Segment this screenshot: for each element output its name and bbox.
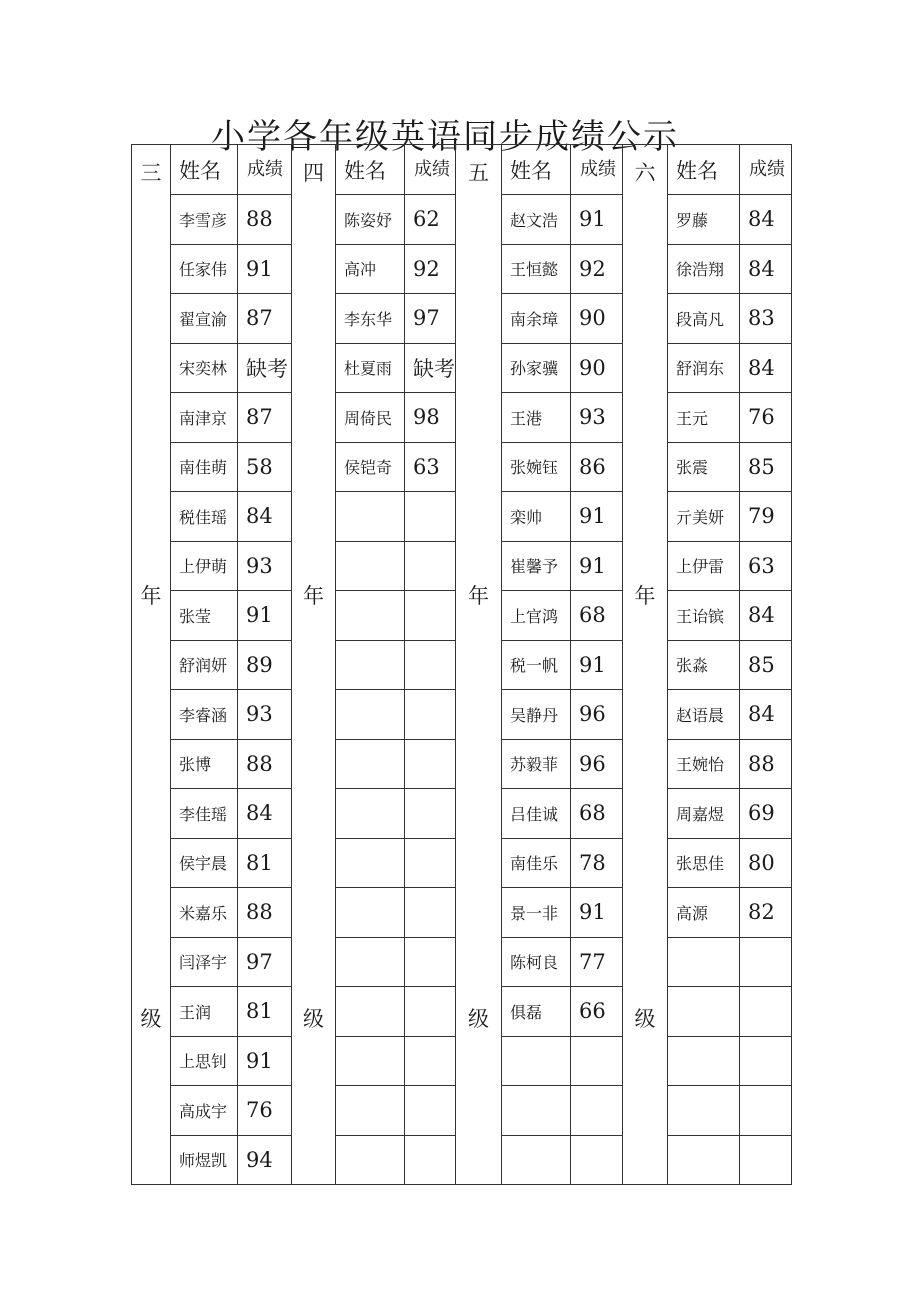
student-score xyxy=(571,1135,623,1185)
student-name: 张婉钰 xyxy=(502,442,571,492)
student-name: 杜夏雨 xyxy=(336,343,405,393)
header-name: 姓名 xyxy=(502,145,571,195)
student-name: 侯宇晨 xyxy=(171,838,238,888)
student-name: 赵文浩 xyxy=(502,195,571,245)
student-name: 陈姿妤 xyxy=(336,195,405,245)
student-name: 李雪彦 xyxy=(171,195,238,245)
student-score: 84 xyxy=(238,789,292,839)
student-score: 84 xyxy=(238,492,292,542)
grade-label-char: 三 xyxy=(140,161,162,185)
student-score: 93 xyxy=(238,690,292,740)
student-score xyxy=(405,541,456,591)
student-name: 上思钊 xyxy=(171,1036,238,1086)
student-score: 63 xyxy=(740,541,792,591)
student-name: 王润 xyxy=(171,987,238,1037)
student-score: 62 xyxy=(405,195,456,245)
student-score: 91 xyxy=(238,591,292,641)
student-score xyxy=(405,640,456,690)
student-name: 南佳萌 xyxy=(171,442,238,492)
student-name: 高冲 xyxy=(336,244,405,294)
student-score: 85 xyxy=(740,442,792,492)
grade-label-char: 年 xyxy=(303,584,324,608)
student-score xyxy=(405,789,456,839)
student-score: 88 xyxy=(238,739,292,789)
student-name xyxy=(668,987,740,1037)
grade-label-char: 五 xyxy=(468,161,489,185)
student-name: 俱磊 xyxy=(502,987,571,1037)
student-score: 80 xyxy=(740,838,792,888)
grade-label-chars xyxy=(292,145,335,1163)
student-score: 91 xyxy=(238,1036,292,1086)
header-score: 成绩 xyxy=(571,145,623,195)
student-score: 79 xyxy=(740,492,792,542)
student-name xyxy=(336,1086,405,1136)
student-score: 88 xyxy=(740,739,792,789)
student-score xyxy=(405,739,456,789)
student-score xyxy=(405,888,456,938)
student-name: 段高凡 xyxy=(668,294,740,344)
student-name: 舒润东 xyxy=(668,343,740,393)
student-score: 87 xyxy=(238,393,292,443)
grade-label-char: 年 xyxy=(468,584,489,608)
student-score: 76 xyxy=(740,393,792,443)
student-score xyxy=(405,591,456,641)
student-score: 98 xyxy=(405,393,456,443)
student-name: 翟宣渝 xyxy=(171,294,238,344)
header-score: 成绩 xyxy=(405,145,456,195)
student-score xyxy=(740,937,792,987)
grade-label-char: 年 xyxy=(634,584,656,608)
student-name: 李东华 xyxy=(336,294,405,344)
student-score: 81 xyxy=(238,987,292,1037)
student-name: 徐浩翔 xyxy=(668,244,740,294)
student-score: 97 xyxy=(405,294,456,344)
student-name: 吴静丹 xyxy=(502,690,571,740)
student-score: 90 xyxy=(571,343,623,393)
student-score: 86 xyxy=(571,442,623,492)
student-name xyxy=(668,937,740,987)
student-score: 91 xyxy=(571,541,623,591)
student-score xyxy=(405,937,456,987)
student-score xyxy=(405,1135,456,1185)
student-score: 93 xyxy=(571,393,623,443)
student-name: 孙家骥 xyxy=(502,343,571,393)
grade-label-chars xyxy=(456,145,501,1163)
student-name xyxy=(502,1086,571,1136)
student-score: 89 xyxy=(238,640,292,690)
student-score xyxy=(405,987,456,1037)
student-score: 84 xyxy=(740,690,792,740)
grade-label-char: 级 xyxy=(140,1007,162,1031)
student-score: 缺考 xyxy=(405,343,456,393)
student-name: 税一帆 xyxy=(502,640,571,690)
student-score: 88 xyxy=(238,888,292,938)
student-score: 91 xyxy=(571,888,623,938)
student-name xyxy=(336,739,405,789)
student-name: 王恒懿 xyxy=(502,244,571,294)
grade-label-char: 四 xyxy=(303,161,324,185)
student-score: 92 xyxy=(571,244,623,294)
student-name xyxy=(336,640,405,690)
student-name xyxy=(336,987,405,1037)
student-name xyxy=(336,888,405,938)
student-name: 张博 xyxy=(171,739,238,789)
student-name xyxy=(336,1135,405,1185)
student-score: 91 xyxy=(571,492,623,542)
student-score: 87 xyxy=(238,294,292,344)
student-score: 92 xyxy=(405,244,456,294)
student-score: 88 xyxy=(238,195,292,245)
student-name xyxy=(336,838,405,888)
student-score: 84 xyxy=(740,591,792,641)
student-name xyxy=(502,1135,571,1185)
student-name xyxy=(668,1086,740,1136)
student-score: 68 xyxy=(571,789,623,839)
student-score xyxy=(405,690,456,740)
student-name xyxy=(502,1036,571,1086)
student-score xyxy=(740,1135,792,1185)
student-name: 周倚民 xyxy=(336,393,405,443)
student-name xyxy=(668,1036,740,1086)
student-name: 栾帅 xyxy=(502,492,571,542)
student-name: 上官鸿 xyxy=(502,591,571,641)
student-name xyxy=(336,591,405,641)
student-name: 舒润妍 xyxy=(171,640,238,690)
student-score: 93 xyxy=(238,541,292,591)
student-name: 高源 xyxy=(668,888,740,938)
grade-label-char: 年 xyxy=(140,584,162,608)
student-name: 景一非 xyxy=(502,888,571,938)
student-score: 63 xyxy=(405,442,456,492)
student-name: 吕佳诚 xyxy=(502,789,571,839)
student-score: 81 xyxy=(238,838,292,888)
student-score xyxy=(571,1036,623,1086)
student-name xyxy=(336,690,405,740)
score-table xyxy=(131,144,792,1185)
student-name: 王婉怡 xyxy=(668,739,740,789)
student-name xyxy=(668,1135,740,1185)
grade-label-chars xyxy=(132,145,170,1163)
student-name: 南津京 xyxy=(171,393,238,443)
student-name xyxy=(336,789,405,839)
student-score: 90 xyxy=(571,294,623,344)
student-score: 82 xyxy=(740,888,792,938)
student-name: 宋奕林 xyxy=(171,343,238,393)
student-score: 68 xyxy=(571,591,623,641)
student-score: 83 xyxy=(740,294,792,344)
student-name: 高成宇 xyxy=(171,1086,238,1136)
header-row xyxy=(132,145,792,195)
student-score xyxy=(740,987,792,1037)
student-name: 李睿涵 xyxy=(171,690,238,740)
header-name: 姓名 xyxy=(171,145,238,195)
student-score: 91 xyxy=(571,640,623,690)
student-score: 69 xyxy=(740,789,792,839)
student-name: 罗藤 xyxy=(668,195,740,245)
student-score: 96 xyxy=(571,739,623,789)
student-score xyxy=(571,1086,623,1136)
student-name: 税佳瑶 xyxy=(171,492,238,542)
student-name: 李佳瑶 xyxy=(171,789,238,839)
student-name: 陈柯良 xyxy=(502,937,571,987)
student-name: 侯铠奇 xyxy=(336,442,405,492)
header-score: 成绩 xyxy=(740,145,792,195)
student-score xyxy=(740,1086,792,1136)
header-name: 姓名 xyxy=(336,145,405,195)
student-score: 85 xyxy=(740,640,792,690)
student-score: 91 xyxy=(238,244,292,294)
student-score: 76 xyxy=(238,1086,292,1136)
student-score: 58 xyxy=(238,442,292,492)
student-name: 张莹 xyxy=(171,591,238,641)
student-score: 94 xyxy=(238,1135,292,1185)
header-score: 成绩 xyxy=(238,145,292,195)
student-name: 南佳乐 xyxy=(502,838,571,888)
student-name: 亓美妍 xyxy=(668,492,740,542)
student-score: 96 xyxy=(571,690,623,740)
student-score: 91 xyxy=(571,195,623,245)
student-name: 周嘉煜 xyxy=(668,789,740,839)
student-name: 任家伟 xyxy=(171,244,238,294)
student-score xyxy=(405,838,456,888)
grade-label-char: 级 xyxy=(634,1007,656,1031)
student-name xyxy=(336,492,405,542)
grade-label-3 xyxy=(132,145,171,1185)
header-name: 姓名 xyxy=(668,145,740,195)
student-score: 84 xyxy=(740,244,792,294)
student-score: 84 xyxy=(740,195,792,245)
student-score xyxy=(740,1036,792,1086)
student-name: 赵语晨 xyxy=(668,690,740,740)
page-title: 小学各年级英语同步成绩公示 xyxy=(211,116,679,157)
student-name: 苏毅菲 xyxy=(502,739,571,789)
grade-label-char: 级 xyxy=(468,1007,489,1031)
student-name: 张震 xyxy=(668,442,740,492)
student-name: 上伊萌 xyxy=(171,541,238,591)
student-name: 张淼 xyxy=(668,640,740,690)
student-score: 84 xyxy=(740,343,792,393)
student-score: 97 xyxy=(238,937,292,987)
student-name: 闫泽宇 xyxy=(171,937,238,987)
student-score: 缺考 xyxy=(238,343,292,393)
student-name: 上伊雷 xyxy=(668,541,740,591)
student-score xyxy=(405,492,456,542)
student-name: 师煜凯 xyxy=(171,1135,238,1185)
grade-label-5 xyxy=(456,145,502,1185)
student-name xyxy=(336,541,405,591)
student-name: 南余璋 xyxy=(502,294,571,344)
student-name: 米嘉乐 xyxy=(171,888,238,938)
student-name: 张思佳 xyxy=(668,838,740,888)
grade-label-char: 六 xyxy=(634,161,656,185)
student-name: 王元 xyxy=(668,393,740,443)
student-name: 王诒镔 xyxy=(668,591,740,641)
grade-label-char: 级 xyxy=(303,1007,324,1031)
student-name: 王港 xyxy=(502,393,571,443)
grade-label-6 xyxy=(623,145,668,1185)
grade-label-chars xyxy=(623,145,667,1163)
student-name xyxy=(336,1036,405,1086)
student-name xyxy=(336,937,405,987)
student-score xyxy=(405,1036,456,1086)
student-score: 77 xyxy=(571,937,623,987)
student-score xyxy=(405,1086,456,1136)
student-score: 66 xyxy=(571,987,623,1037)
student-score: 78 xyxy=(571,838,623,888)
student-name: 崔馨予 xyxy=(502,541,571,591)
grade-label-4 xyxy=(292,145,336,1185)
